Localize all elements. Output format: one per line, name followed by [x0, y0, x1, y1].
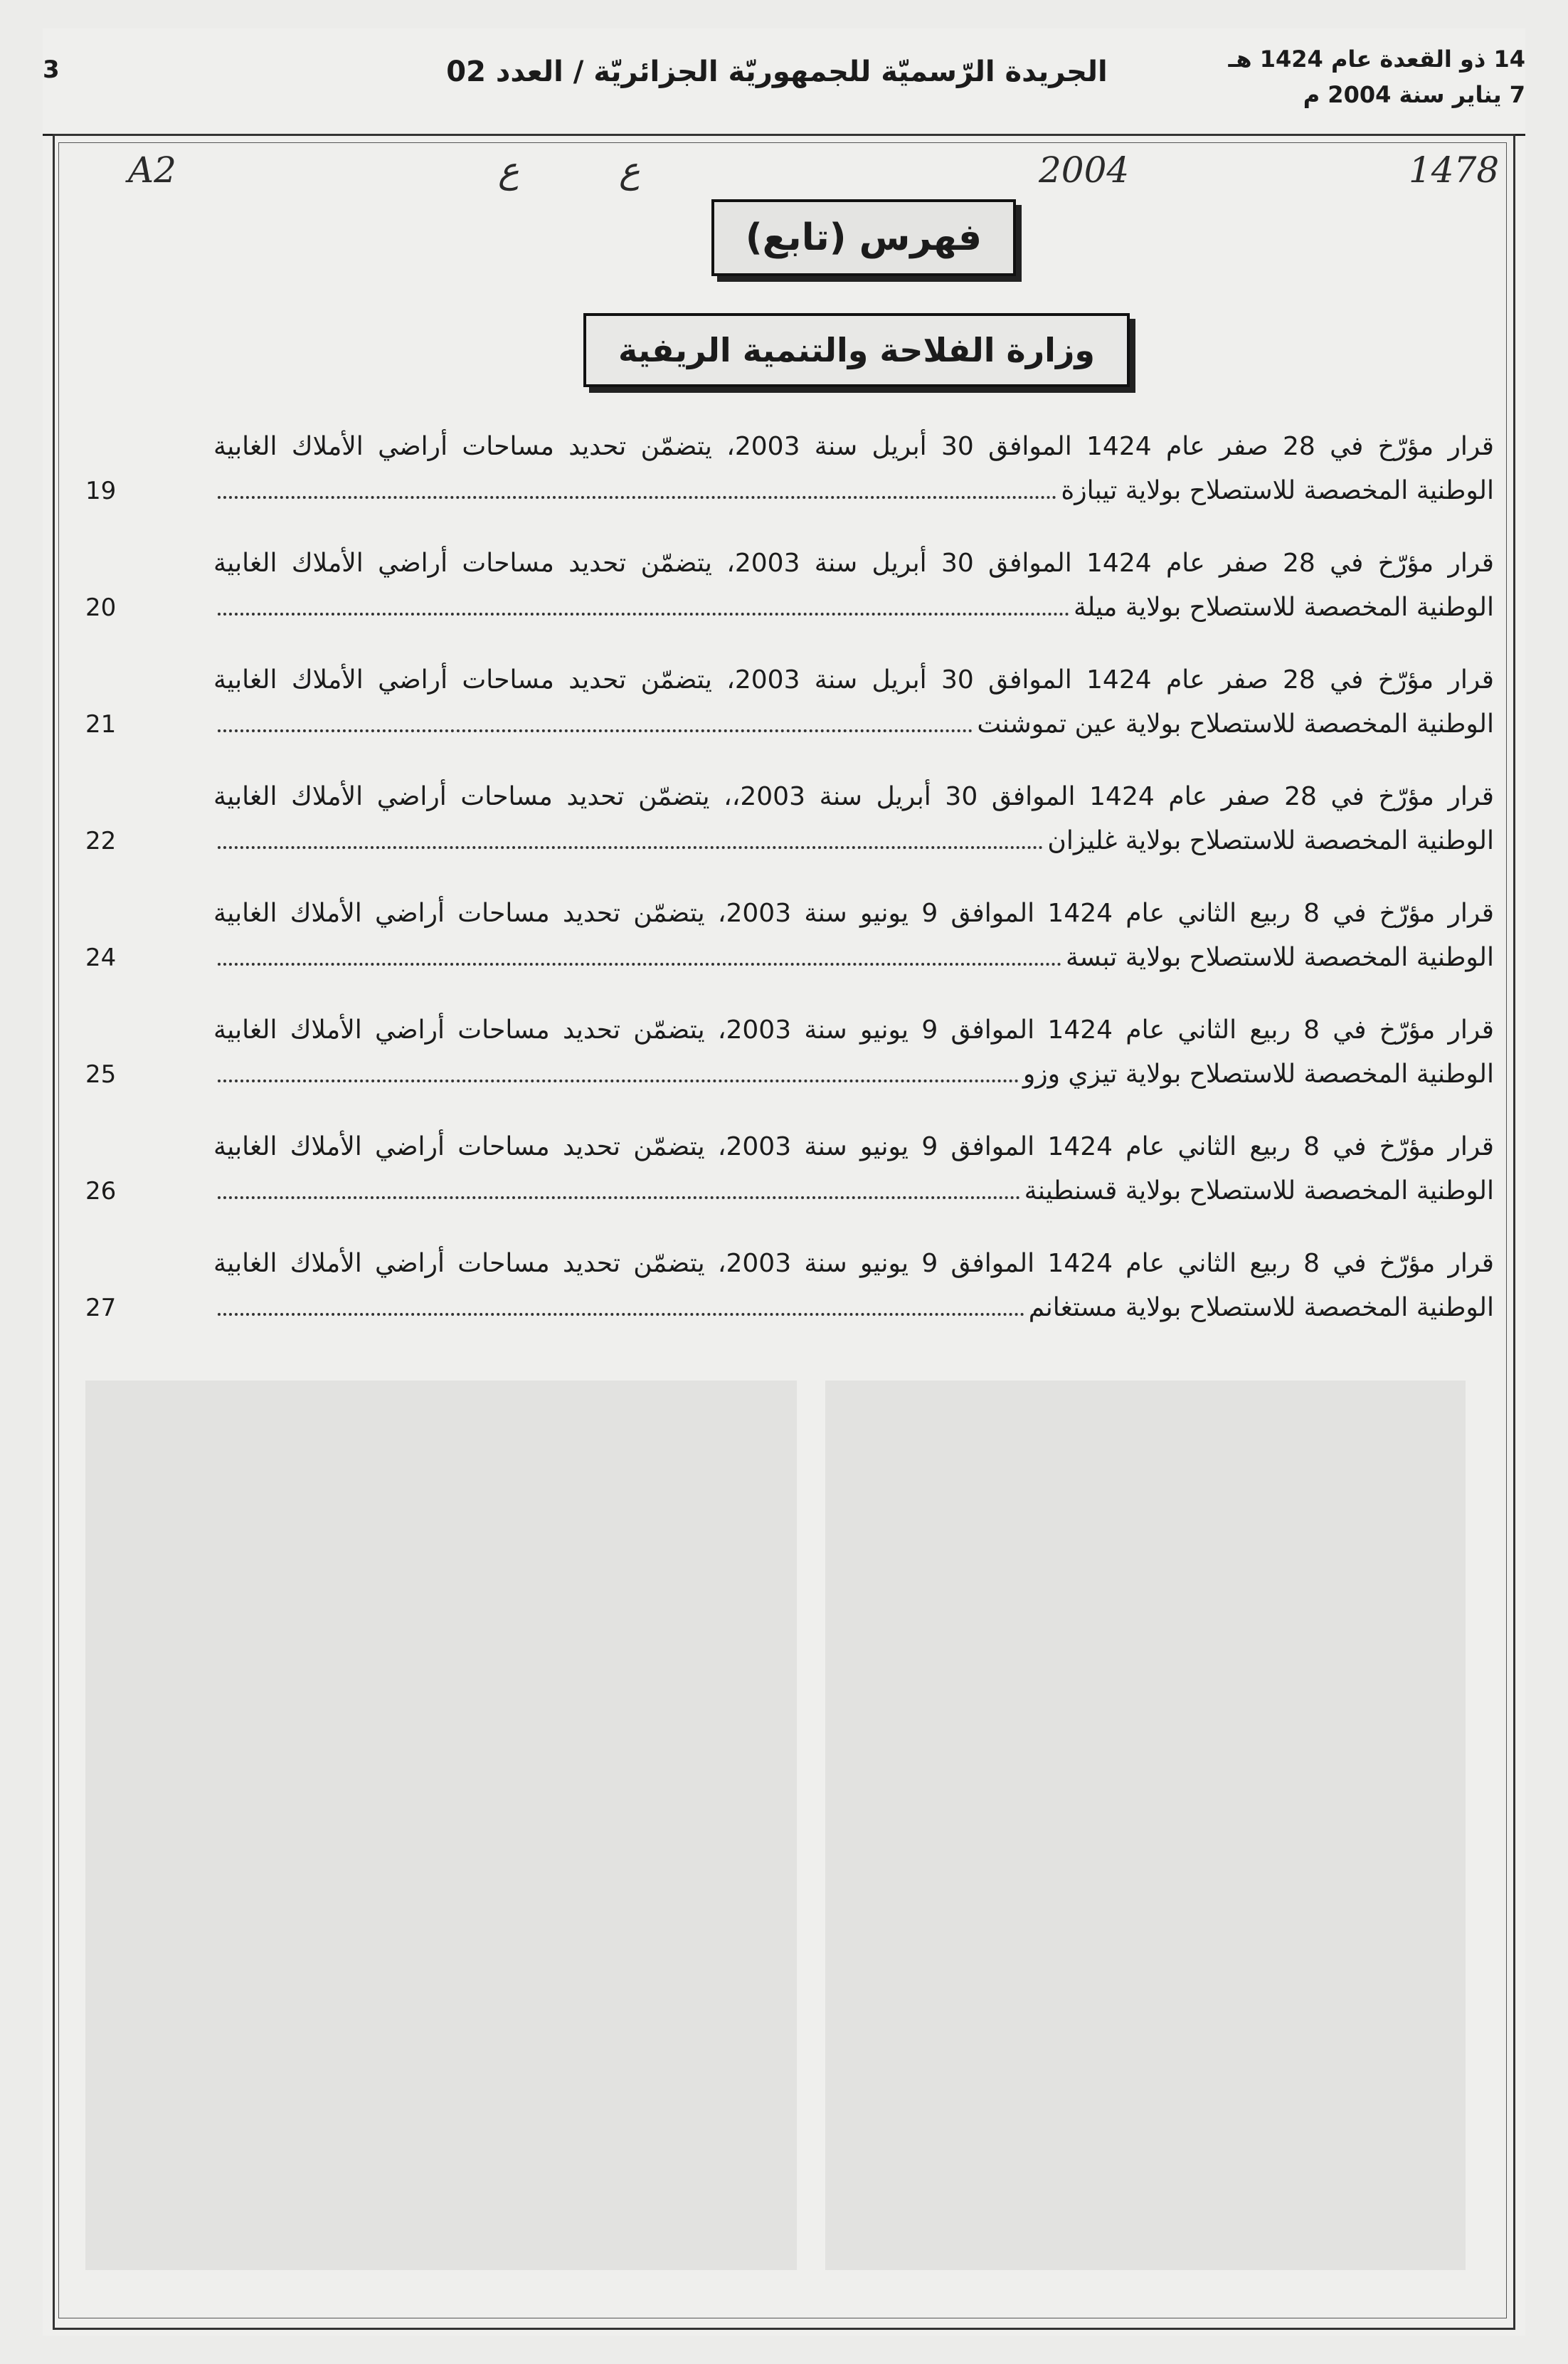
toc-page-number: 26: [85, 1177, 117, 1205]
dot-leader: [218, 1080, 1019, 1082]
toc-page-number: 22: [85, 827, 117, 855]
toc-entry-title: قرار مؤرّخ في 28 صفر عام 1424 الموافق 30 أبريل سنة 2003،، يتضمّن تحديد مساحات أراضي الأملاك الغابية: [213, 782, 1494, 811]
dot-leader: [218, 846, 1043, 849]
toc-entry-subject: الوطنية المخصصة للاستصلاح بولاية مستغانم: [1028, 1293, 1494, 1322]
toc-entry: [85, 1010, 1494, 1127]
dot-leader: [218, 729, 973, 732]
toc-entry-continuation: [213, 1055, 1494, 1094]
toc-entry-subject: الوطنية المخصصة للاستصلاح بولاية تبسة: [1066, 943, 1494, 972]
dot-leader: [218, 1313, 1024, 1316]
section-title: فهرس (تابع): [711, 199, 1016, 276]
handwritten-note-year: 2004: [1039, 149, 1130, 191]
toc-entry-continuation: [213, 938, 1494, 978]
toc-entry-subject: الوطنية المخصصة للاستصلاح بولاية عين تموشنت: [977, 709, 1494, 739]
toc-entry-title: قرار مؤرّخ في 8 ربيع الثاني عام 1424 الموافق 9 يونيو سنة 2003، يتضمّن تحديد مساحات أراضي الأملاك الغابية: [213, 1132, 1494, 1161]
toc-page-number: 19: [85, 477, 117, 505]
toc-entry-continuation: [213, 1171, 1494, 1211]
toc-entry-continuation: [213, 705, 1494, 744]
toc-page-number: 20: [85, 593, 117, 622]
toc-entry: [85, 660, 1494, 777]
table-of-contents: [85, 427, 1494, 1361]
dot-leader: [218, 496, 1056, 499]
gazette-page: [43, 28, 1525, 2336]
toc-page-number: 24: [85, 944, 117, 972]
toc-entry-subject: الوطنية المخصصة للاستصلاح بولاية تيزي وزو: [1022, 1060, 1494, 1089]
toc-entry-title: قرار مؤرّخ في 8 ربيع الثاني عام 1424 الموافق 9 يونيو سنة 2003، يتضمّن تحديد مساحات أراضي الأملاك الغابية: [213, 899, 1494, 928]
page-number: 3: [43, 56, 60, 84]
toc-entry: [85, 1244, 1494, 1361]
toc-entry-subject: الوطنية المخصصة للاستصلاح بولاية قسنطينة: [1024, 1176, 1494, 1205]
toc-entry-continuation: [213, 1288, 1494, 1328]
toc-page-number: 27: [85, 1294, 117, 1322]
toc-page-number: 21: [85, 710, 117, 739]
gregorian-date: 7 يناير سنة 2004 م: [1303, 81, 1525, 108]
handwritten-note-a2: A2: [128, 149, 176, 191]
hijri-date: 14 ذو القعدة عام 1424 هـ: [1228, 46, 1525, 73]
dot-leader: [218, 963, 1061, 966]
dot-leader: [218, 613, 1069, 616]
toc-entry: [85, 894, 1494, 1010]
toc-entry-continuation: [213, 821, 1494, 861]
toc-entry-continuation: [213, 588, 1494, 628]
toc-entry-subject: الوطنية المخصصة للاستصلاح بولاية غليزان: [1047, 826, 1494, 855]
handwritten-note-ain-1: ع: [498, 149, 519, 191]
toc-entry-title: قرار مؤرّخ في 8 ربيع الثاني عام 1424 الموافق 9 يونيو سنة 2003، يتضمّن تحديد مساحات أراضي الأملاك الغابية: [213, 1249, 1494, 1278]
toc-entry: [85, 777, 1494, 894]
toc-entry-title: قرار مؤرّخ في 8 ربيع الثاني عام 1424 الموافق 9 يونيو سنة 2003، يتضمّن تحديد مساحات أراضي الأملاك الغابية: [213, 1015, 1494, 1045]
toc-entry-subject: الوطنية المخصصة للاستصلاح بولاية ميلة: [1073, 593, 1494, 622]
toc-page-number: 25: [85, 1060, 117, 1089]
toc-entry: [85, 1127, 1494, 1244]
gazette-title: الجريدة الرّسميّة للجمهوريّة الجزائريّة / العدد 02: [446, 56, 1108, 88]
toc-entry-title: قرار مؤرّخ في 28 صفر عام 1424 الموافق 30 أبريل سنة 2003، يتضمّن تحديد مساحات أراضي الأملاك الغابية: [213, 432, 1494, 461]
page-header: [43, 28, 1525, 135]
toc-entry-title: قرار مؤرّخ في 28 صفر عام 1424 الموافق 30 أبريل سنة 2003، يتضمّن تحديد مساحات أراضي الأملاك الغابية: [213, 549, 1494, 578]
ministry-heading: وزارة الفلاحة والتنمية الريفية: [583, 313, 1130, 387]
handwritten-note-ain-2: ع: [619, 149, 640, 191]
toc-entry-subject: الوطنية المخصصة للاستصلاح بولاية تيبازة: [1061, 476, 1494, 505]
dot-leader: [218, 1196, 1020, 1199]
handwritten-note-number: 1478: [1409, 149, 1500, 191]
toc-entry-continuation: [213, 471, 1494, 511]
toc-entry-title: قرار مؤرّخ في 28 صفر عام 1424 الموافق 30 أبريل سنة 2003، يتضمّن تحديد مساحات أراضي الأملاك الغابية: [213, 665, 1494, 695]
toc-entry: [85, 544, 1494, 660]
toc-entry: [85, 427, 1494, 544]
issue-dates: [1227, 41, 1525, 112]
